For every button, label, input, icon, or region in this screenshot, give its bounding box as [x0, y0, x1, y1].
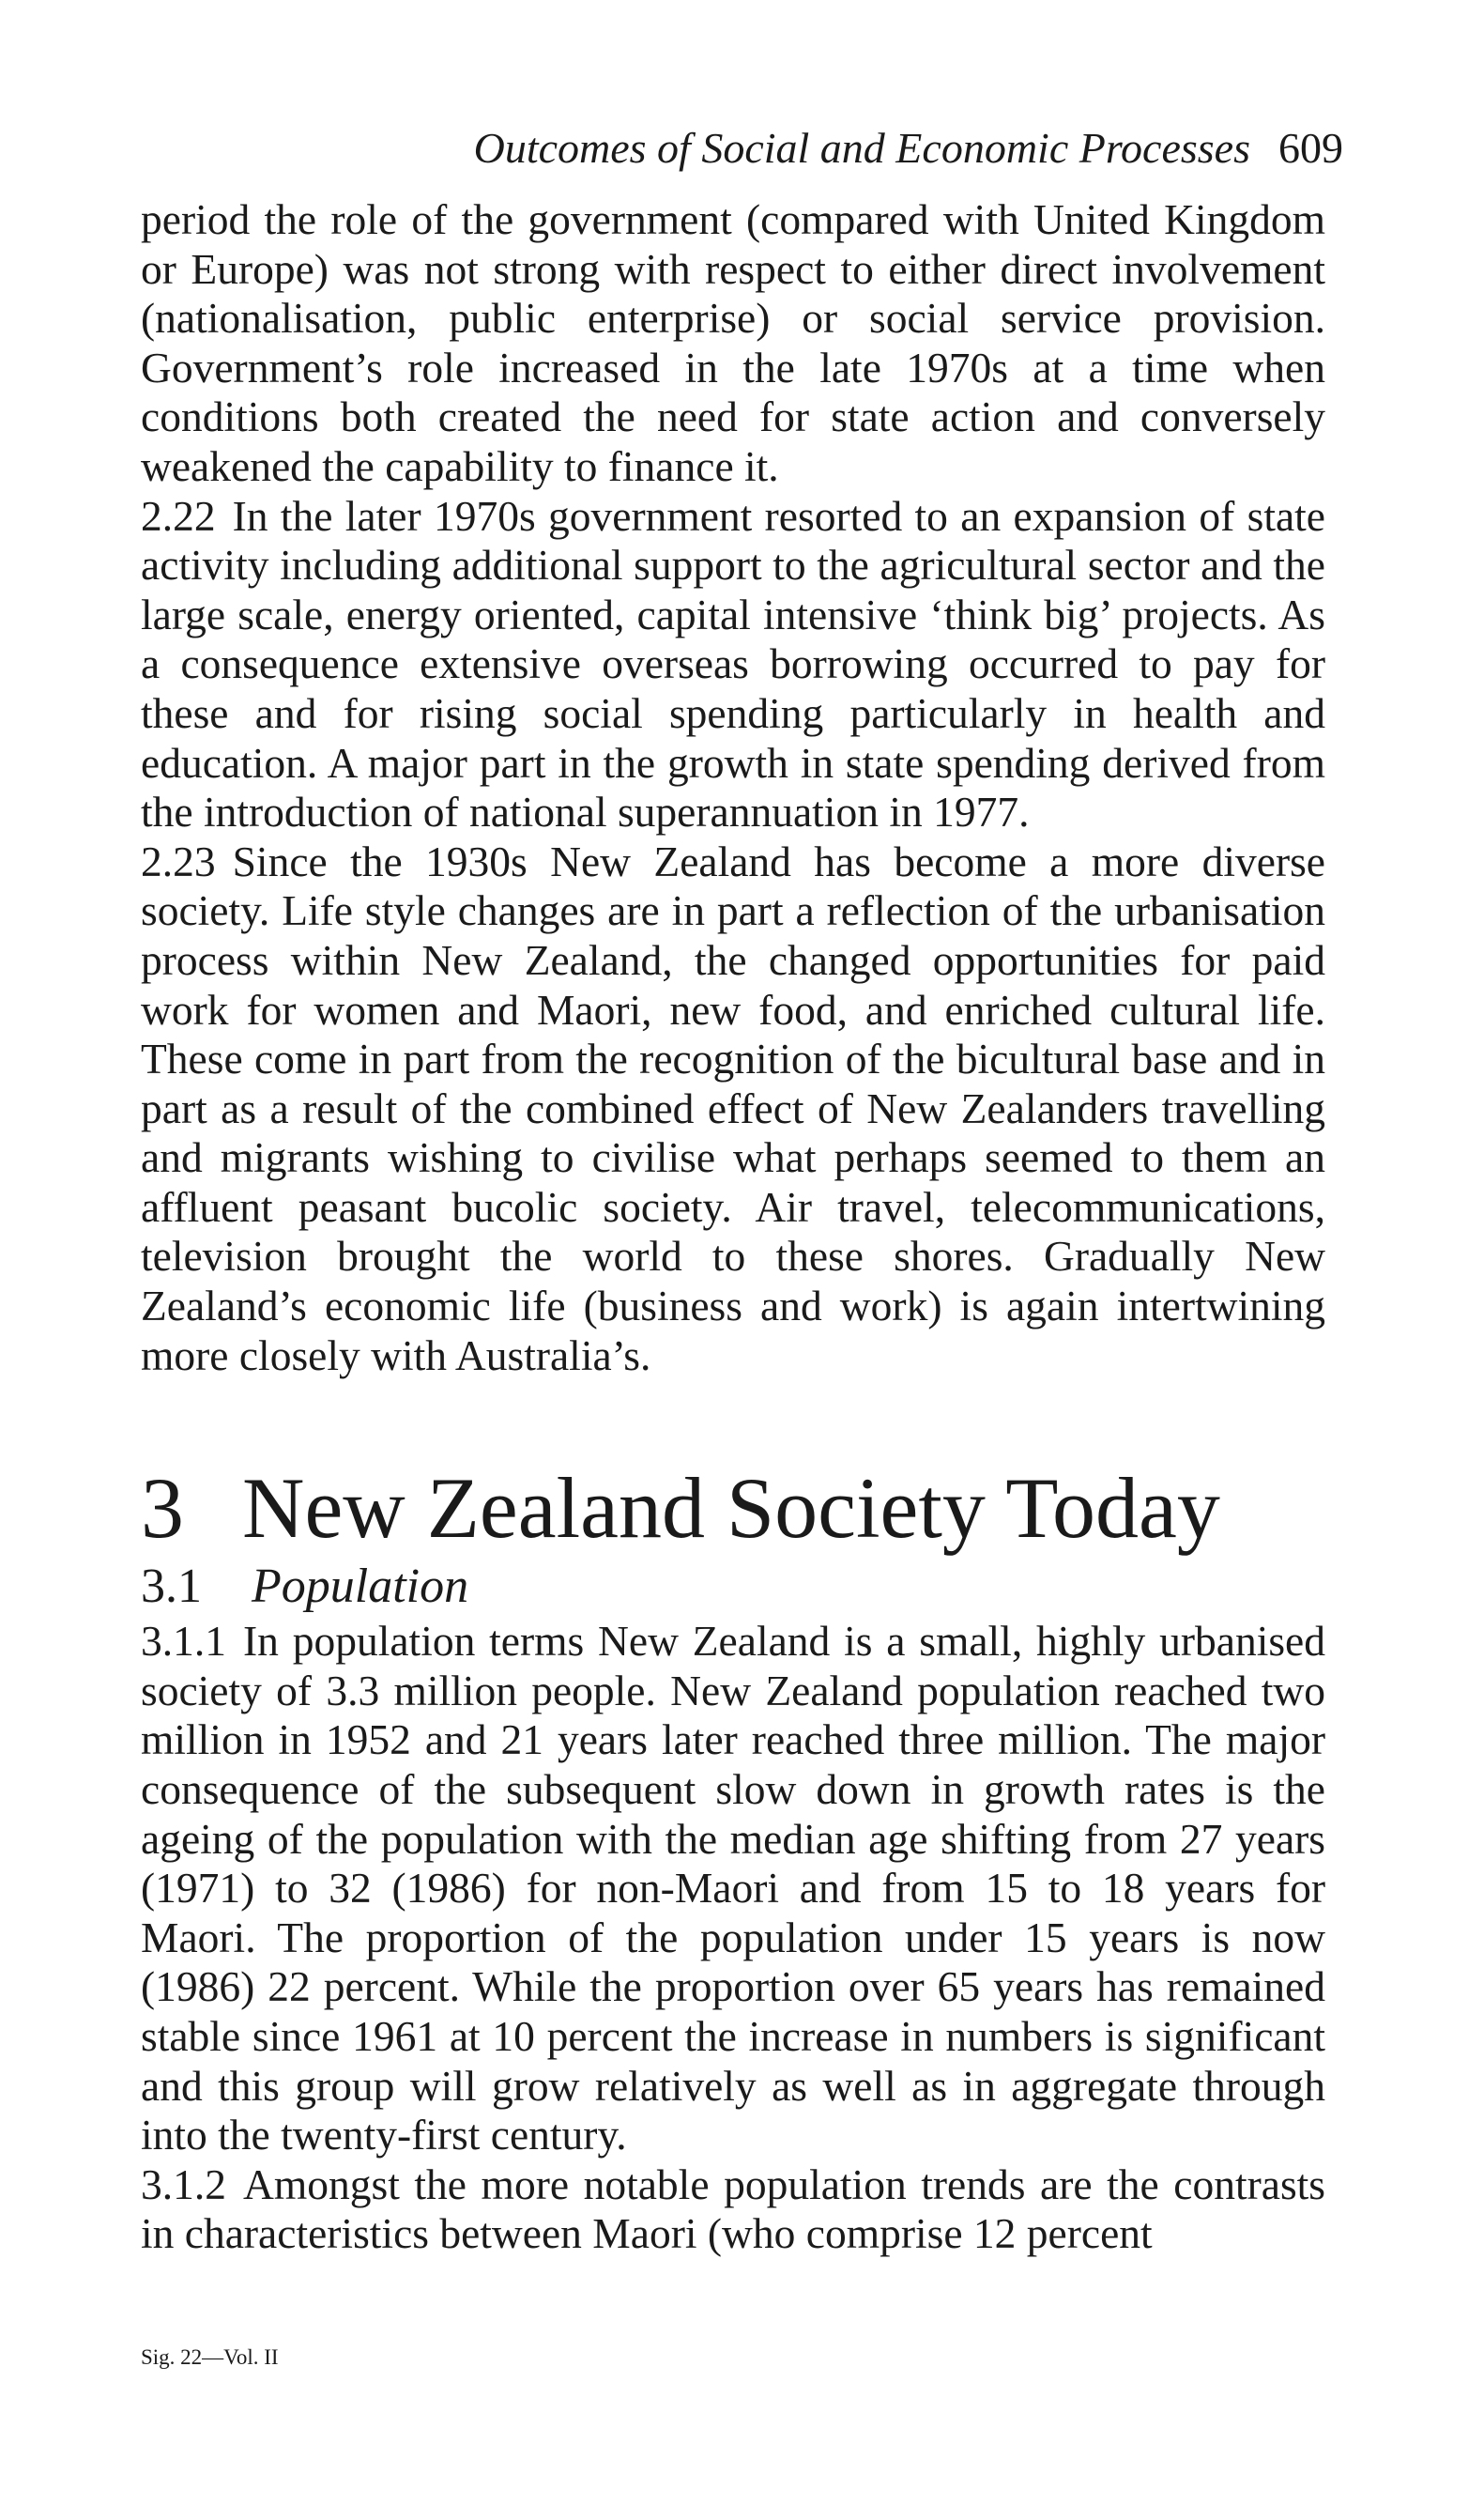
section-heading — [141, 1459, 1325, 1557]
paragraph-text: Amongst the more notable population trends are the contrasts in characteristics between Maori (who comprise 12 percent — [141, 2159, 1325, 2258]
section-title: New Zealand Society Today — [242, 1460, 1220, 1557]
section-number: 3 — [141, 1460, 184, 1557]
subsection-title: Population — [252, 1560, 469, 1614]
paragraph-number: 2.23 — [141, 837, 216, 885]
page-number: 609 — [1278, 124, 1343, 172]
paragraph — [141, 195, 1325, 492]
subsection-heading — [141, 1557, 1325, 1617]
paragraph-text: Since the 1930s New Zealand has become a more diverse society. Life style changes are in part a reflection of the urbanisation process within New Zealand, the changed opportunities for paid work for women and Maori, new food, and enriched cultural life. These come in part from the recognition of the bicultural base and in part as a result of the combined effect of New Zealanders travelling and migrants wishing to civilise what perhaps seemed to them an affluent peasant bucolic society. Air travel, telecommunications, television brought the world to these shores. Gradually New Zealand’s economic life (business and work) is again intertwining more closely with Australia’s. — [141, 837, 1325, 1379]
paragraph-2-22 — [141, 492, 1325, 838]
paragraph-text: period the role of the government (compared with United Kingdom or Europe) was not strong with respect to either direct involvement (nationalisation, public enterprise) or social service provision. Government’s role increased in the late 1970s at a time when conditions both created the need for state action and conversely weakened the capability to finance it. — [141, 195, 1325, 490]
paragraph-3-1-1 — [141, 1617, 1325, 2160]
subsection-number: 3.1 — [141, 1560, 202, 1614]
running-head — [141, 120, 1343, 177]
body-text — [141, 195, 1325, 2259]
paragraph-text: In population terms New Zealand is a small, highly urbanised society of 3.3 million people. New Zealand population reached two million in 1952 and 21 years later reached three million. The major consequence of the subsequent slow down in growth rates is the ageing of the population with the median age shifting from 27 years (1971) to 32 (1986) for non-Maori and from 15 to 18 years for Maori. The proportion of the population under 15 years is now (1986) 22 percent. While the proportion over 65 years has remained stable since 1961 at 10 percent the increase in numbers is significant and this group will grow relatively as well as in aggregate through into the twenty-first century. — [141, 1617, 1325, 2159]
signature-mark: Sig. 22—Vol. II — [141, 2345, 279, 2369]
paragraph-number: 3.1.2 — [141, 2159, 226, 2208]
paragraph-number: 2.22 — [141, 491, 216, 540]
paragraph-2-23 — [141, 838, 1325, 1381]
paragraph-3-1-2 — [141, 2160, 1325, 2259]
paragraph-text: In the later 1970s government resorted to an expansion of state activity including additional support to the agricultural sector and the large scale, energy oriented, capital intensive ‘think big’ projects. As a consequence extensive overseas borrowing occurred to pay for these and for rising social spending particularly in health and education. A major part in the growth in state spending derived from the introduction of national superannuation in 1977. — [141, 491, 1325, 837]
running-head-title: Outcomes of Social and Economic Processes — [473, 124, 1250, 172]
paragraph-number: 3.1.1 — [141, 1617, 226, 1666]
